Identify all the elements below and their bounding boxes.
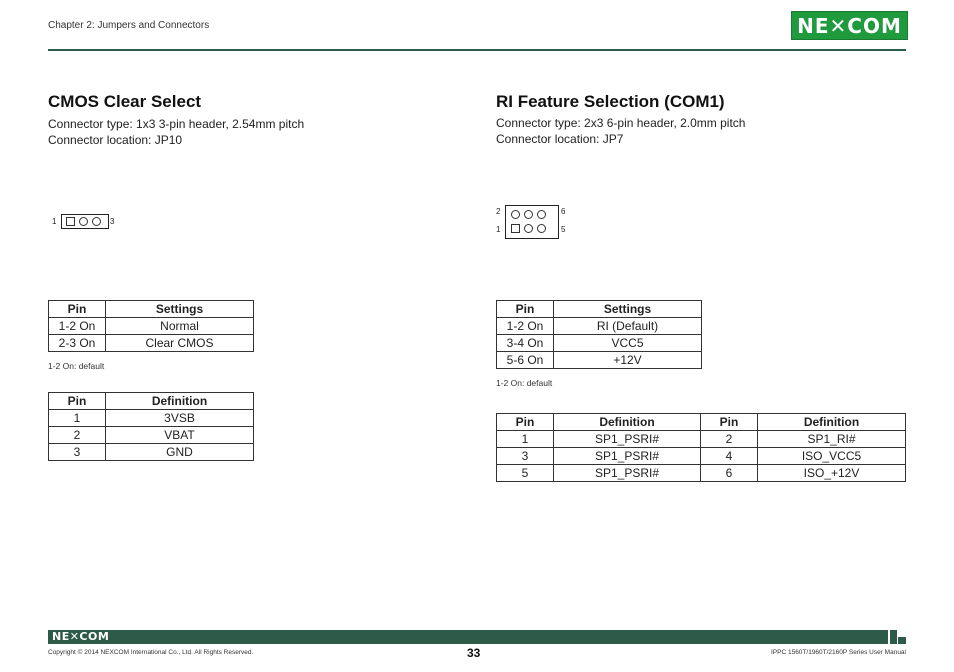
table-row — [49, 444, 254, 461]
table-cell: SP1_PSRI# — [554, 465, 701, 482]
pin-4 — [524, 210, 533, 219]
table-header-row — [497, 301, 702, 318]
table-cell: 2 — [701, 431, 758, 448]
table-cell: SP1_PSRI# — [554, 448, 701, 465]
table-cell: 3 — [497, 448, 554, 465]
jp7-header-diagram — [505, 205, 559, 239]
table-header-row — [49, 301, 254, 318]
cmos-connector-location: Connector location: JP10 — [48, 133, 183, 147]
table-cell: 2-3 On — [49, 335, 106, 352]
table-cell: 6 — [701, 465, 758, 482]
table-cell: +12V — [554, 352, 702, 369]
table-cell: SP1_PSRI# — [554, 431, 701, 448]
page-number: 33 — [467, 646, 481, 660]
pin-1 — [511, 224, 520, 233]
jp7-label-6: 6 — [561, 207, 566, 216]
column-header: Pin — [497, 301, 554, 318]
table-row — [497, 318, 702, 335]
pin-3 — [92, 217, 101, 226]
logo-text: NE✕COM — [797, 14, 902, 38]
table-row — [497, 465, 906, 482]
cmos-default-note: 1-2 On: default — [48, 361, 105, 371]
column-header: Definition — [106, 393, 254, 410]
footer-bar — [48, 630, 888, 644]
footer-square-decoration — [898, 637, 906, 644]
table-cell: ISO_VCC5 — [758, 448, 906, 465]
jp7-label-5: 5 — [561, 225, 566, 234]
ri-connector-type: Connector type: 2x3 6-pin header, 2.0mm pitch — [496, 116, 746, 130]
table-cell: SP1_RI# — [758, 431, 906, 448]
table-cell: VBAT — [106, 427, 254, 444]
header-divider — [48, 49, 906, 51]
table-cell: 1-2 On — [497, 318, 554, 335]
footer-logo: NE✕COM — [52, 630, 110, 643]
jp7-label-2: 2 — [496, 207, 501, 216]
column-header: Pin — [49, 393, 106, 410]
jp10-label-3: 3 — [110, 217, 115, 226]
table-row — [497, 431, 906, 448]
column-header: Settings — [554, 301, 702, 318]
cmos-connector-type: Connector type: 1x3 3-pin header, 2.54mm pitch — [48, 117, 305, 131]
table-cell: ISO_+12V — [758, 465, 906, 482]
jp10-label-1: 1 — [52, 217, 57, 226]
ri-connector-location: Connector location: JP7 — [496, 132, 624, 146]
footer-square-decoration — [890, 630, 897, 637]
ri-settings-table — [496, 300, 702, 369]
pin-6 — [537, 210, 546, 219]
column-header: Pin — [701, 414, 758, 431]
table-cell: GND — [106, 444, 254, 461]
nexcom-logo — [791, 11, 908, 40]
cmos-clear-title: CMOS Clear Select — [48, 92, 202, 111]
table-cell: 3-4 On — [497, 335, 554, 352]
pin-3 — [524, 224, 533, 233]
jp10-header-diagram — [61, 214, 109, 229]
table-cell: 2 — [49, 427, 106, 444]
table-cell: 1 — [49, 410, 106, 427]
table-cell: 1 — [497, 431, 554, 448]
footer-square-decoration — [890, 637, 897, 644]
pin-5 — [537, 224, 546, 233]
table-cell: 3 — [49, 444, 106, 461]
table-cell: 4 — [701, 448, 758, 465]
column-header: Definition — [554, 414, 701, 431]
column-header: Pin — [497, 414, 554, 431]
column-header: Settings — [106, 301, 254, 318]
table-cell: 3VSB — [106, 410, 254, 427]
chapter-title: Chapter 2: Jumpers and Connectors — [48, 20, 210, 31]
table-row — [497, 352, 702, 369]
table-cell: 1-2 On — [49, 318, 106, 335]
table-row — [49, 427, 254, 444]
table-row — [49, 318, 254, 335]
table-row — [49, 410, 254, 427]
table-row — [497, 448, 906, 465]
table-header-row — [497, 414, 906, 431]
table-cell: Clear CMOS — [106, 335, 254, 352]
pin-1 — [66, 217, 75, 226]
table-cell: VCC5 — [554, 335, 702, 352]
table-header-row — [49, 393, 254, 410]
cmos-settings-table — [48, 300, 254, 352]
column-header: Pin — [49, 301, 106, 318]
pin-2 — [511, 210, 520, 219]
copyright-text: Copyright © 2014 NEXCOM International Co., Ltd. All Rights Reserved. — [48, 649, 254, 656]
column-header: Definition — [758, 414, 906, 431]
table-cell: Normal — [106, 318, 254, 335]
table-cell: 5-6 On — [497, 352, 554, 369]
ri-feature-title: RI Feature Selection (COM1) — [496, 92, 725, 111]
table-row — [49, 335, 254, 352]
ri-default-note: 1-2 On: default — [496, 378, 553, 388]
ri-definition-table — [496, 413, 906, 482]
pin-2 — [79, 217, 88, 226]
jp7-label-1: 1 — [496, 225, 501, 234]
cmos-definition-table — [48, 392, 254, 461]
table-cell: RI (Default) — [554, 318, 702, 335]
table-cell: 5 — [497, 465, 554, 482]
manual-title: IPPC 1560T/1960T/2160P Series User Manual — [770, 649, 906, 656]
table-row — [497, 335, 702, 352]
